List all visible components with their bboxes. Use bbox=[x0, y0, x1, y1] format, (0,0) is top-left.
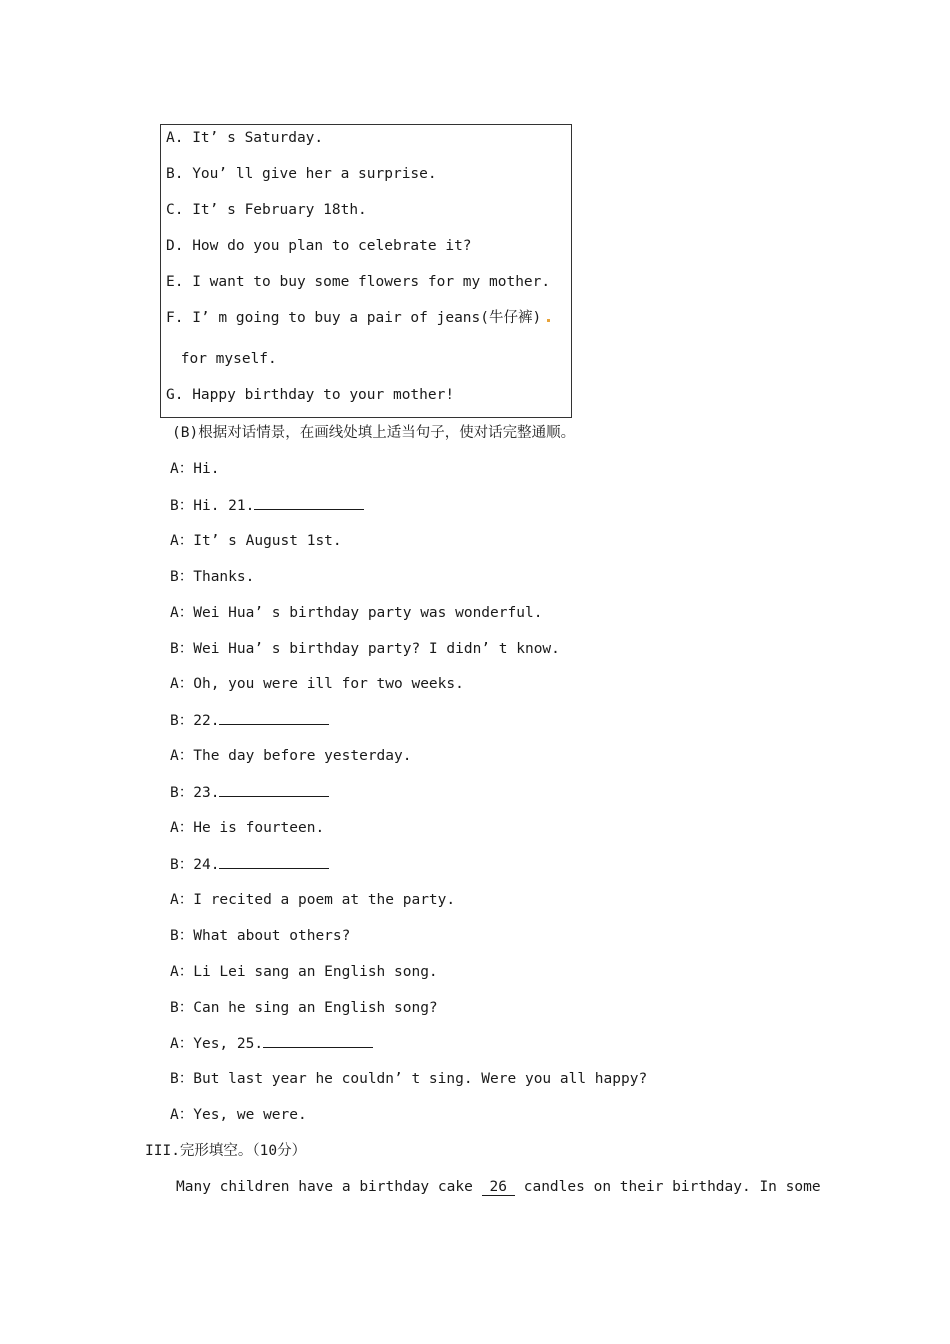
dialogue-text: B：23. bbox=[170, 785, 220, 801]
option-b: B. You’ ll give her a surprise. bbox=[166, 166, 437, 182]
dialogue-text: B：But last year he couldn’ t sing. Were you all happy? bbox=[170, 1071, 648, 1087]
dialogue-line bbox=[170, 782, 329, 802]
dialogue-text: B：Thanks. bbox=[170, 569, 255, 585]
cloze-text-before: Many children have a birthday cake bbox=[176, 1179, 482, 1195]
cloze-blank-26: 26 bbox=[482, 1179, 515, 1196]
answer-blank[interactable] bbox=[219, 854, 329, 869]
cloze-text-after: candles on their birthday. In some bbox=[515, 1179, 821, 1195]
dialogue-line bbox=[170, 603, 542, 623]
dialogue-line bbox=[170, 1105, 307, 1125]
dialogue-text: A：Hi. bbox=[170, 461, 220, 477]
dialogue-text: A：Yes, we were. bbox=[170, 1107, 307, 1123]
answer-blank[interactable] bbox=[263, 1033, 373, 1048]
option-f-text: F. I’ m going to buy a pair of jeans(牛仔裤) bbox=[166, 310, 542, 326]
dialogue-line bbox=[170, 854, 329, 874]
dialogue-line bbox=[170, 1069, 647, 1089]
answer-blank[interactable] bbox=[219, 710, 329, 725]
dialogue-text: A：He is fourteen. bbox=[170, 820, 325, 836]
dialogue-text: B：24. bbox=[170, 857, 220, 873]
dialogue-line bbox=[170, 495, 364, 515]
option-d: D. How do you plan to celebrate it? bbox=[166, 238, 472, 254]
answer-blank[interactable] bbox=[254, 495, 364, 510]
dialogue-line bbox=[170, 567, 254, 587]
answer-blank[interactable] bbox=[219, 782, 329, 797]
dialogue-text: A：Oh, you were ill for two weeks. bbox=[170, 676, 464, 692]
dialogue-line bbox=[170, 674, 464, 694]
dialogue-text: A：Yes, 25. bbox=[170, 1036, 264, 1052]
dialogue-text: B：Hi. 21. bbox=[170, 498, 255, 514]
dialogue-text: B：What about others? bbox=[170, 928, 351, 944]
dialogue-text: A：I recited a poem at the party. bbox=[170, 892, 456, 908]
dialogue-line bbox=[170, 639, 560, 659]
dialogue-line bbox=[170, 926, 350, 946]
option-f bbox=[166, 308, 550, 328]
dialogue-text: A：It’ s August 1st. bbox=[170, 533, 342, 549]
dialogue-text: B：22. bbox=[170, 713, 220, 729]
dialogue-line bbox=[170, 459, 219, 479]
dialogue-line bbox=[170, 998, 438, 1018]
option-e: E. I want to buy some flowers for my mother. bbox=[166, 274, 551, 290]
dialogue-line bbox=[170, 818, 324, 838]
option-f-continued: for myself. bbox=[172, 351, 277, 367]
option-c: C. It’ s February 18th. bbox=[166, 202, 367, 218]
section-iii-title: III.完形填空。（10分） bbox=[145, 1143, 307, 1159]
dialogue-line bbox=[170, 1033, 373, 1053]
dialogue-line bbox=[170, 890, 455, 910]
dialogue-line bbox=[170, 710, 329, 730]
dialogue-text: A：The day before yesterday. bbox=[170, 748, 412, 764]
dialogue-text: B：Wei Hua’ s birthday party? I didn’ t know. bbox=[170, 641, 560, 657]
option-a: A. It’ s Saturday. bbox=[166, 130, 324, 146]
mark-dot bbox=[547, 319, 550, 322]
dialogue-text: A：Li Lei sang an English song. bbox=[170, 964, 438, 980]
dialogue-text: A：Wei Hua’ s birthday party was wonderful. bbox=[170, 605, 543, 621]
dialogue-line bbox=[170, 531, 342, 551]
option-g: G. Happy birthday to your mother! bbox=[166, 387, 455, 403]
dialogue-text: B：Can he sing an English song? bbox=[170, 1000, 438, 1016]
dialogue-line bbox=[170, 746, 411, 766]
section-b-instruction: (B)根据对话情景，在画线处填上适当句子，使对话完整通顺。 bbox=[172, 425, 576, 441]
dialogue-line bbox=[170, 962, 438, 982]
cloze-first-line bbox=[176, 1177, 821, 1197]
